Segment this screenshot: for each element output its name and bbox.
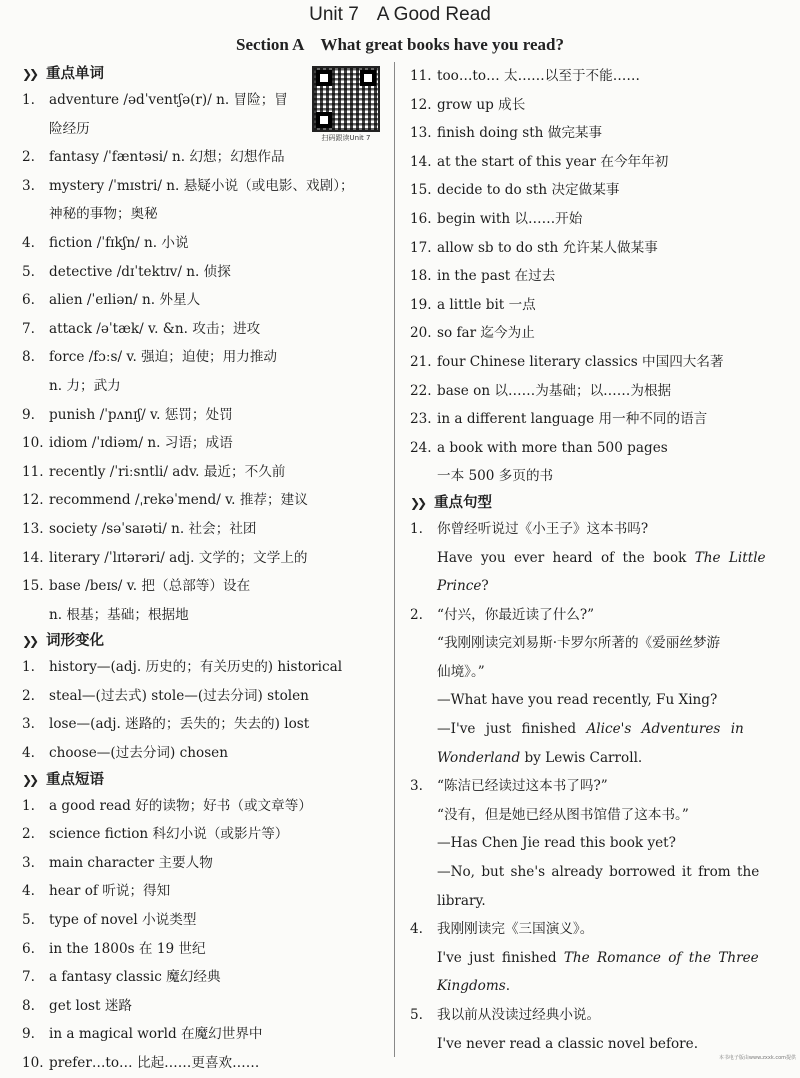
item-number: 14. xyxy=(22,549,44,566)
vocab-item xyxy=(22,86,382,115)
phrase-item xyxy=(410,119,770,148)
phrase-item xyxy=(410,234,770,263)
right-column xyxy=(410,62,770,1058)
item-text: literary /ˈlɪtərəri/ adj. 文学的；文学上的 xyxy=(49,549,308,566)
item-text: history—(adj. 历史的；有关历史的) historical xyxy=(49,659,343,676)
vocab-item xyxy=(22,143,382,172)
phrase-item xyxy=(22,906,382,935)
item-text: idiom /ˈɪdiəm/ n. 习语；成语 xyxy=(49,435,233,452)
item-number: 24. xyxy=(410,439,432,456)
item-text: grow up 成长 xyxy=(437,96,526,113)
item-text: in the past 在过去 xyxy=(437,268,556,285)
phrase-item xyxy=(22,1049,382,1078)
item-number: 15. xyxy=(410,182,432,199)
item-text: a fantasy classic 魔幻经典 xyxy=(49,969,221,986)
vocab-item-continued: n. 根基；基础；根据地 xyxy=(49,606,189,623)
phrase-item xyxy=(410,205,770,234)
item-text: get lost 迷路 xyxy=(49,997,133,1014)
item-text: attack /əˈtæk/ v. &n. 攻击；进攻 xyxy=(49,320,261,337)
word-form-item xyxy=(22,710,382,739)
item-text: in the 1800s 在 19 世纪 xyxy=(49,940,206,957)
phrase-item xyxy=(22,1020,382,1049)
item-number: 21. xyxy=(410,353,432,370)
sentence-5: 5. 我以前从没读过经典小说。 I've never read a classic novel before. xyxy=(410,1007,699,1052)
item-text: a good read 好的读物；好书（或文章等） xyxy=(49,797,312,814)
item-text: steal—(过去式) stole—(过去分词) stolen xyxy=(49,687,309,704)
item-text: base on 以……为基础；以……为根据 xyxy=(437,382,672,399)
item-number: 18. xyxy=(410,268,432,285)
section-name: What great books have you read? xyxy=(320,35,564,54)
item-text: in a magical world 在魔幻世界中 xyxy=(49,1026,263,1043)
phrase-item xyxy=(410,91,770,120)
phrase-item xyxy=(22,820,382,849)
sentence-4: 4. 我刚刚读完《三国演义》。 I've just finished The Romance of the Three Kingdoms. xyxy=(410,921,759,995)
item-number: 17. xyxy=(410,239,432,256)
vocab-item xyxy=(22,544,382,573)
item-number: 9. xyxy=(22,406,35,423)
item-text: begin with 以……开始 xyxy=(437,210,583,227)
item-text: so far 迄今为止 xyxy=(437,325,535,342)
phrases-list xyxy=(22,792,382,1078)
item-number: 19. xyxy=(410,296,432,313)
sentence-1: 1. 你曾经听说过《小王子》这本书吗? Have you ever heard of the book The Little Prince? xyxy=(410,520,766,595)
item-number: 3. xyxy=(22,716,35,733)
item-number: 3. xyxy=(22,854,35,871)
phrase-item xyxy=(410,291,770,320)
item-text: decide to do sth 决定做某事 xyxy=(437,182,620,199)
item-number: 4. xyxy=(22,745,35,762)
item-number: 1. xyxy=(22,659,35,676)
phrase-item xyxy=(22,877,382,906)
phrase-item xyxy=(410,434,770,463)
word-form-item xyxy=(22,739,382,768)
phrase-item xyxy=(22,935,382,964)
phrase-item-continued: 一本 500 多页的书 xyxy=(437,468,554,485)
item-number: 3. xyxy=(22,177,35,194)
item-number: 4. xyxy=(22,883,35,900)
item-text: adventure /ədˈventʃə(r)/ n. 冒险；冒 xyxy=(49,92,288,108)
vocab-item xyxy=(22,572,382,601)
item-text: finish doing sth 做完某事 xyxy=(437,125,603,142)
item-text: force /fɔːs/ v. 强迫；迫使；用力推动 xyxy=(49,349,278,366)
item-text: society /səˈsaɪəti/ n. 社会；社团 xyxy=(49,520,257,537)
vocab-item xyxy=(22,172,382,201)
footer-note: 本书电子版由www.zxxk.com提供 xyxy=(718,1055,796,1061)
section-label: Section A xyxy=(235,35,305,54)
word-form-item xyxy=(22,682,382,711)
word-form-item xyxy=(22,653,382,682)
vocab-item-continued: n. 力；武力 xyxy=(49,377,121,394)
forms-heading: ❯❯ 词形变化 xyxy=(22,629,382,653)
phrase-item xyxy=(410,348,770,377)
item-text: too…to… 太……以至于不能…… xyxy=(437,68,640,84)
item-text: alien /ˈeɪliən/ n. 外星人 xyxy=(49,292,201,309)
item-number: 22. xyxy=(410,382,432,399)
item-text: mystery /ˈmɪstri/ n. 悬疑小说（或电影、戏剧）； xyxy=(49,177,354,194)
item-number: 9. xyxy=(22,1026,35,1043)
phrase-item xyxy=(410,405,770,434)
item-number: 10. xyxy=(22,435,44,452)
vocab-item-continued: 神秘的事物；奥秘 xyxy=(49,206,158,223)
item-number: 20. xyxy=(410,325,432,342)
item-number: 11. xyxy=(410,68,432,84)
item-number: 11. xyxy=(22,463,44,480)
item-number: 2. xyxy=(22,826,35,843)
unit-name: A Good Read xyxy=(376,4,491,25)
vocab-item xyxy=(22,229,382,258)
item-text: fantasy /ˈfæntəsi/ n. 幻想；幻想作品 xyxy=(49,149,285,166)
vocab-item xyxy=(22,286,382,315)
item-number: 8. xyxy=(22,349,35,366)
item-text: fiction /ˈfɪkʃn/ n. 小说 xyxy=(49,234,189,251)
vocab-item xyxy=(22,429,382,458)
vocab-list xyxy=(22,86,382,629)
item-number: 1. xyxy=(22,797,35,814)
phrase-item xyxy=(410,377,770,406)
phrases-heading: ❯❯ 重点短语 xyxy=(22,768,382,792)
item-number: 16. xyxy=(410,210,432,227)
item-text: hear of 听说；得知 xyxy=(49,883,171,900)
item-number: 8. xyxy=(22,997,35,1014)
phrase-item xyxy=(410,62,770,91)
item-text: recently /ˈriːsntli/ adv. 最近；不久前 xyxy=(49,463,286,480)
phrases-list-continued xyxy=(410,62,770,491)
phrase-item xyxy=(410,176,770,205)
item-number: 15. xyxy=(22,578,44,595)
sentence-2: 2. “付兴，你最近读了什么?” “我刚刚读完刘易斯·卡罗尔所著的《爱丽丝梦游 仙境》。” —What have you read recently, Fu Xing? —I've just finished Alice's Adventures in Wonderland by Lewis Carroll. xyxy=(410,606,744,766)
item-number: 23. xyxy=(410,411,432,428)
sentences-heading: ❯❯ 重点句型 xyxy=(410,491,770,515)
item-number: 5. xyxy=(22,912,35,929)
item-text: four Chinese literary classics 中国四大名著 xyxy=(437,353,724,370)
phrase-item xyxy=(22,849,382,878)
item-number: 7. xyxy=(22,320,35,337)
phrase-item xyxy=(22,792,382,821)
left-column xyxy=(22,62,382,1078)
column-divider xyxy=(394,62,395,1057)
item-number: 12. xyxy=(22,492,44,509)
item-number: 2. xyxy=(22,687,35,704)
item-text: choose—(过去分词) chosen xyxy=(49,745,228,762)
item-number: 1. xyxy=(22,92,35,108)
vocab-item xyxy=(22,258,382,287)
item-number: 12. xyxy=(410,96,432,113)
chevron-icon: ❯❯ xyxy=(410,495,425,510)
item-number: 13. xyxy=(410,125,432,142)
item-text: prefer…to… 比起……更喜欢…… xyxy=(49,1055,260,1071)
chevron-icon: ❯❯ xyxy=(22,634,37,649)
phrase-item xyxy=(22,963,382,992)
sentence-3: 3. “陈洁已经读过这本书了吗?” “没有，但是她已经从图书馆借了这本书。” —Has Chen Jie read this book yet? —No, but she's already borrowed it from the library. xyxy=(410,778,760,909)
vocab-item xyxy=(22,343,382,372)
item-text: science fiction 科幻小说（或影片等） xyxy=(49,826,289,843)
qr-label: 扫码跟读Unit 7 xyxy=(321,134,371,142)
item-text: punish /ˈpʌnɪʃ/ v. 惩罚；处罚 xyxy=(49,406,233,423)
vocab-item xyxy=(22,401,382,430)
item-number: 7. xyxy=(22,969,35,986)
item-text: base /beɪs/ v. 把（总部等）设在 xyxy=(49,578,251,595)
chevron-icon: ❯❯ xyxy=(22,67,37,81)
item-text: allow sb to do sth 允许某人做某事 xyxy=(437,239,658,256)
vocab-item-continued: 险经历 xyxy=(49,120,90,137)
unit-number: Unit 7 xyxy=(309,4,359,25)
item-text: type of novel 小说类型 xyxy=(49,912,197,929)
item-number: 5. xyxy=(22,263,35,280)
vocab-item xyxy=(22,315,382,344)
phrase-item xyxy=(410,148,770,177)
vocab-item xyxy=(22,486,382,515)
item-text: detective /dɪˈtektɪv/ n. 侦探 xyxy=(49,263,231,280)
unit-title xyxy=(0,4,800,26)
forms-list xyxy=(22,653,382,767)
phrase-item xyxy=(410,319,770,348)
item-text: lose—(adj. 迷路的；丢失的；失去的) lost xyxy=(49,716,310,733)
item-number: 6. xyxy=(22,940,35,957)
item-number: 13. xyxy=(22,520,44,537)
chevron-icon: ❯❯ xyxy=(22,772,37,787)
section-title xyxy=(0,35,800,55)
phrase-item xyxy=(22,992,382,1021)
item-text: a book with more than 500 pages xyxy=(437,439,668,456)
vocab-item xyxy=(22,458,382,487)
item-text: at the start of this year 在今年年初 xyxy=(437,153,669,170)
item-text: recommend /ˌrekəˈmend/ v. 推荐；建议 xyxy=(49,492,308,509)
item-number: 10. xyxy=(22,1055,44,1071)
vocab-item xyxy=(22,515,382,544)
item-number: 2. xyxy=(22,149,35,166)
item-text: in a different language 用一种不同的语言 xyxy=(437,411,708,428)
vocab-heading: ❯❯ 重点单词 xyxy=(22,62,382,86)
item-number: 4. xyxy=(22,234,35,251)
item-text: main character 主要人物 xyxy=(49,854,213,871)
item-text: a little bit 一点 xyxy=(437,296,536,313)
item-number: 14. xyxy=(410,153,432,170)
item-number: 6. xyxy=(22,292,35,309)
phrase-item xyxy=(410,262,770,291)
